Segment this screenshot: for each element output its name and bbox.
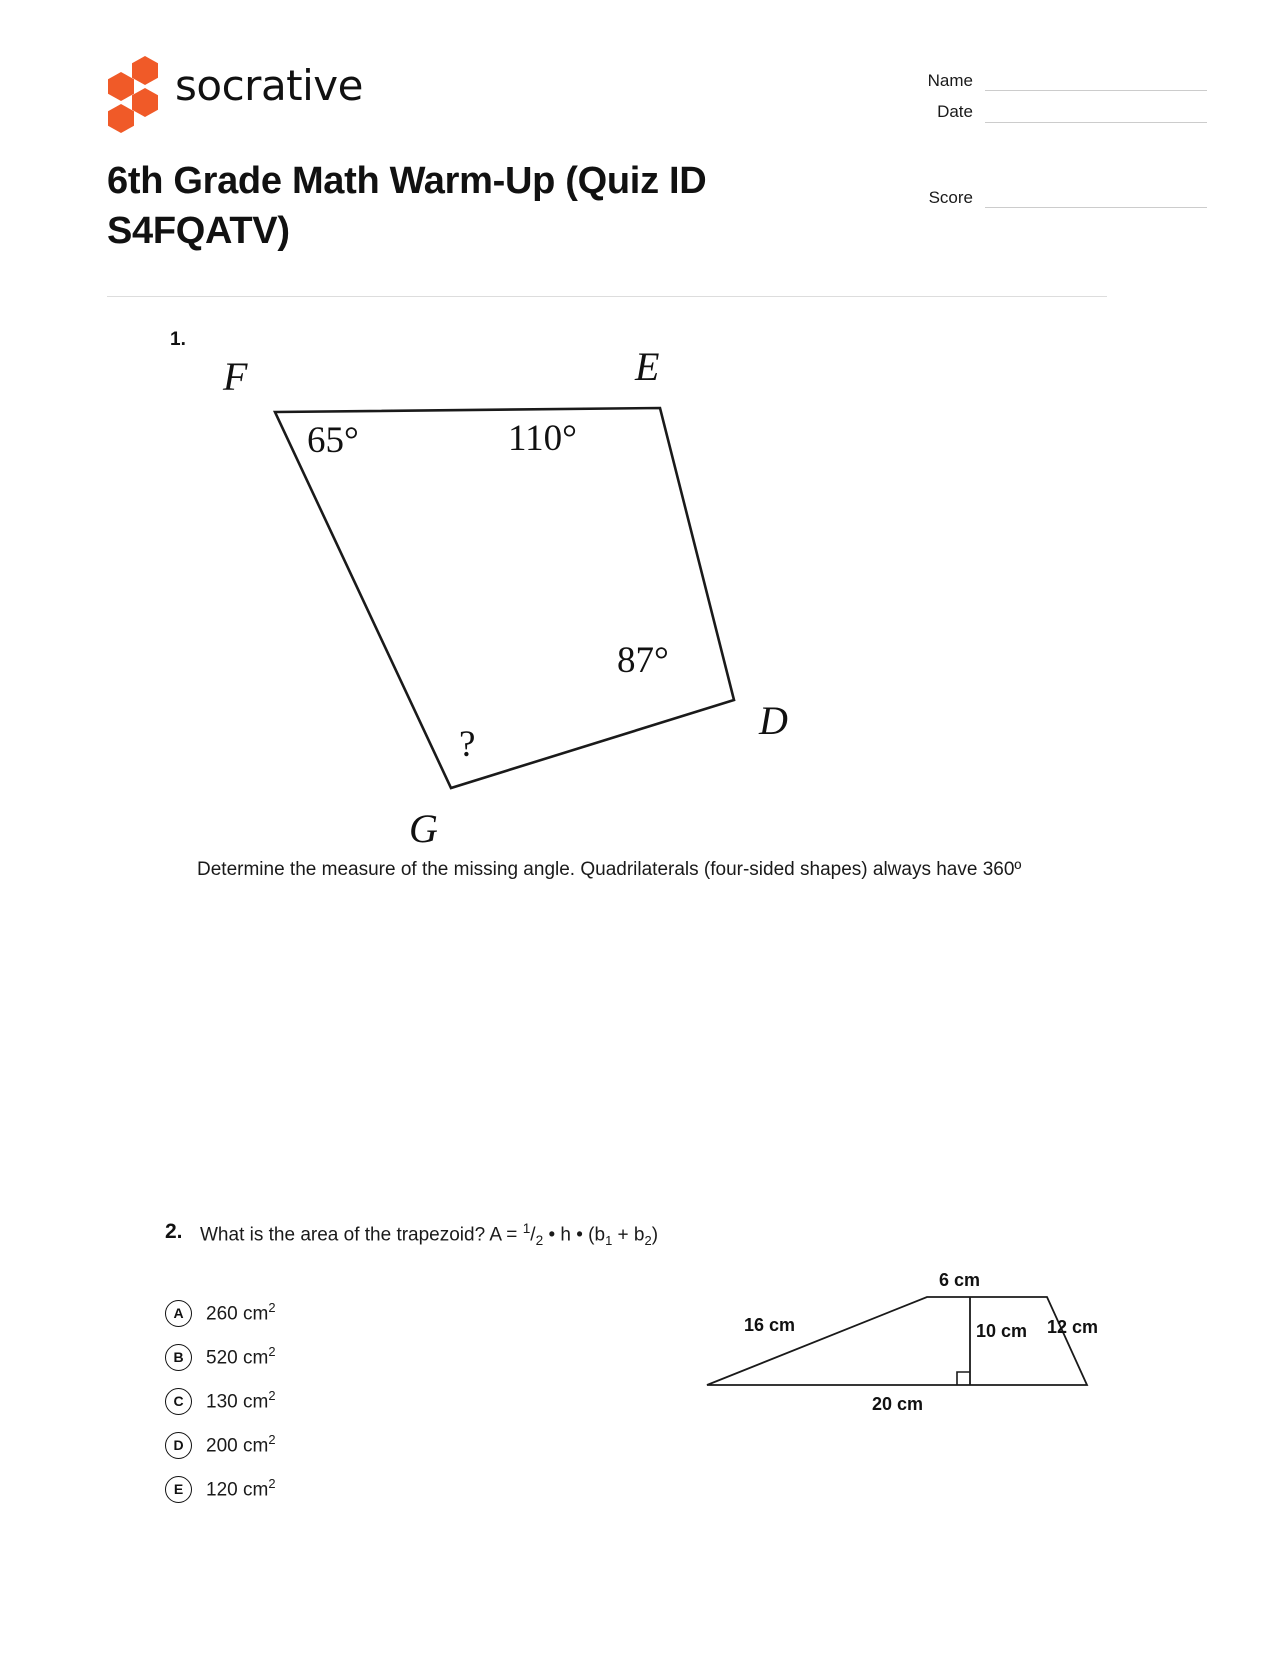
choice-bubble-b[interactable]: B <box>165 1344 192 1371</box>
answer-choices <box>165 1291 645 1511</box>
date-label: Date <box>937 102 973 122</box>
name-input-line[interactable] <box>985 70 1207 91</box>
hexagon-bottom-left-icon <box>108 104 134 133</box>
hexagon-middle-left-icon <box>108 72 134 101</box>
choice-d[interactable] <box>165 1423 645 1467</box>
choice-d-text: 200 cm <box>206 1435 269 1457</box>
choice-a[interactable] <box>165 1291 645 1335</box>
choice-label-c <box>206 1388 276 1413</box>
score-field-row <box>872 187 1207 208</box>
question-2-number: 2. <box>165 1220 183 1243</box>
choice-b-text: 520 cm <box>206 1347 269 1369</box>
trapezoid-figure <box>702 1215 1122 1415</box>
trapezoid-right-leg-label: 12 cm <box>1047 1317 1099 1337</box>
choice-b[interactable] <box>165 1335 645 1379</box>
trapezoid-outline <box>707 1297 1087 1385</box>
q2-prompt-mid: • h • (b <box>543 1224 606 1246</box>
q2-fraction-denominator: 2 <box>535 1233 544 1249</box>
choice-label-d <box>206 1432 276 1457</box>
angle-label-E: 110° <box>508 418 577 459</box>
q2-prompt-close: ) <box>651 1224 659 1246</box>
choice-c-exponent: 2 <box>268 1388 276 1404</box>
choice-c[interactable] <box>165 1379 645 1423</box>
choice-label-a <box>206 1300 276 1325</box>
choice-bubble-e[interactable]: E <box>165 1476 192 1503</box>
choice-label-b <box>206 1344 276 1369</box>
q2-prompt-plus: + b <box>612 1224 645 1246</box>
socrative-hexagon-icon <box>107 56 161 118</box>
vertex-label-D: D <box>759 698 788 743</box>
trapezoid-height-label: 10 cm <box>976 1321 1028 1341</box>
page-header <box>107 48 1107 298</box>
score-input-line[interactable] <box>985 187 1207 208</box>
quadrilateral-figure <box>167 332 907 852</box>
q2-base1-subscript: 1 <box>605 1233 613 1249</box>
vertex-label-G: G <box>409 806 438 851</box>
header-divider <box>107 296 1107 297</box>
date-field-row <box>872 101 1207 122</box>
vertex-label-F: F <box>223 354 248 399</box>
q2-fraction-numerator: 1 <box>522 1221 531 1236</box>
choice-bubble-c[interactable]: C <box>165 1388 192 1415</box>
trapezoid-left-leg-label: 16 cm <box>744 1315 796 1335</box>
right-angle-marker-icon <box>957 1372 970 1385</box>
q2-base2-subscript: 2 <box>644 1233 652 1249</box>
quadrilateral-outline <box>275 408 734 788</box>
choice-bubble-a[interactable]: A <box>165 1300 192 1327</box>
vertex-label-E: E <box>635 344 660 389</box>
student-info-fields <box>872 70 1207 218</box>
choice-b-exponent: 2 <box>268 1344 276 1360</box>
angle-label-G-missing: ? <box>459 724 476 765</box>
brand-name: socrative <box>175 60 364 110</box>
choice-a-exponent: 2 <box>268 1300 276 1316</box>
trapezoid-bottom-label: 20 cm <box>872 1394 924 1414</box>
question-2-prompt <box>200 1218 685 1252</box>
choice-a-text: 260 cm <box>206 1303 269 1325</box>
question-1-prompt: Determine the measure of the missing angle. Quadrilaterals (four-sided shapes) always have 360º <box>197 859 1022 880</box>
question-1-number: 1. <box>170 329 186 350</box>
trapezoid-top-label: 6 cm <box>939 1270 981 1290</box>
q2-fraction-slash: / <box>530 1224 536 1246</box>
score-label: Score <box>928 187 973 207</box>
choice-e[interactable] <box>165 1467 645 1511</box>
choice-d-exponent: 2 <box>268 1432 276 1448</box>
page-title: 6th Grade Math Warm-Up (Quiz ID S4FQATV) <box>107 160 707 253</box>
choice-e-exponent: 2 <box>268 1476 276 1492</box>
choice-e-text: 120 cm <box>206 1479 269 1501</box>
date-input-line[interactable] <box>985 102 1207 123</box>
choice-c-text: 130 cm <box>206 1391 269 1413</box>
brand-logo <box>107 56 363 118</box>
choice-label-e <box>206 1476 276 1501</box>
hexagon-top-right-icon <box>132 56 158 85</box>
name-label: Name <box>927 71 973 90</box>
q2-prompt-lead: What is the area of the trapezoid? A = <box>200 1224 523 1246</box>
hexagon-middle-right-icon <box>132 88 158 117</box>
angle-label-F: 65° <box>307 420 359 461</box>
choice-bubble-d[interactable]: D <box>165 1432 192 1459</box>
name-field-row <box>872 70 1207 91</box>
angle-label-D: 87° <box>617 640 669 681</box>
